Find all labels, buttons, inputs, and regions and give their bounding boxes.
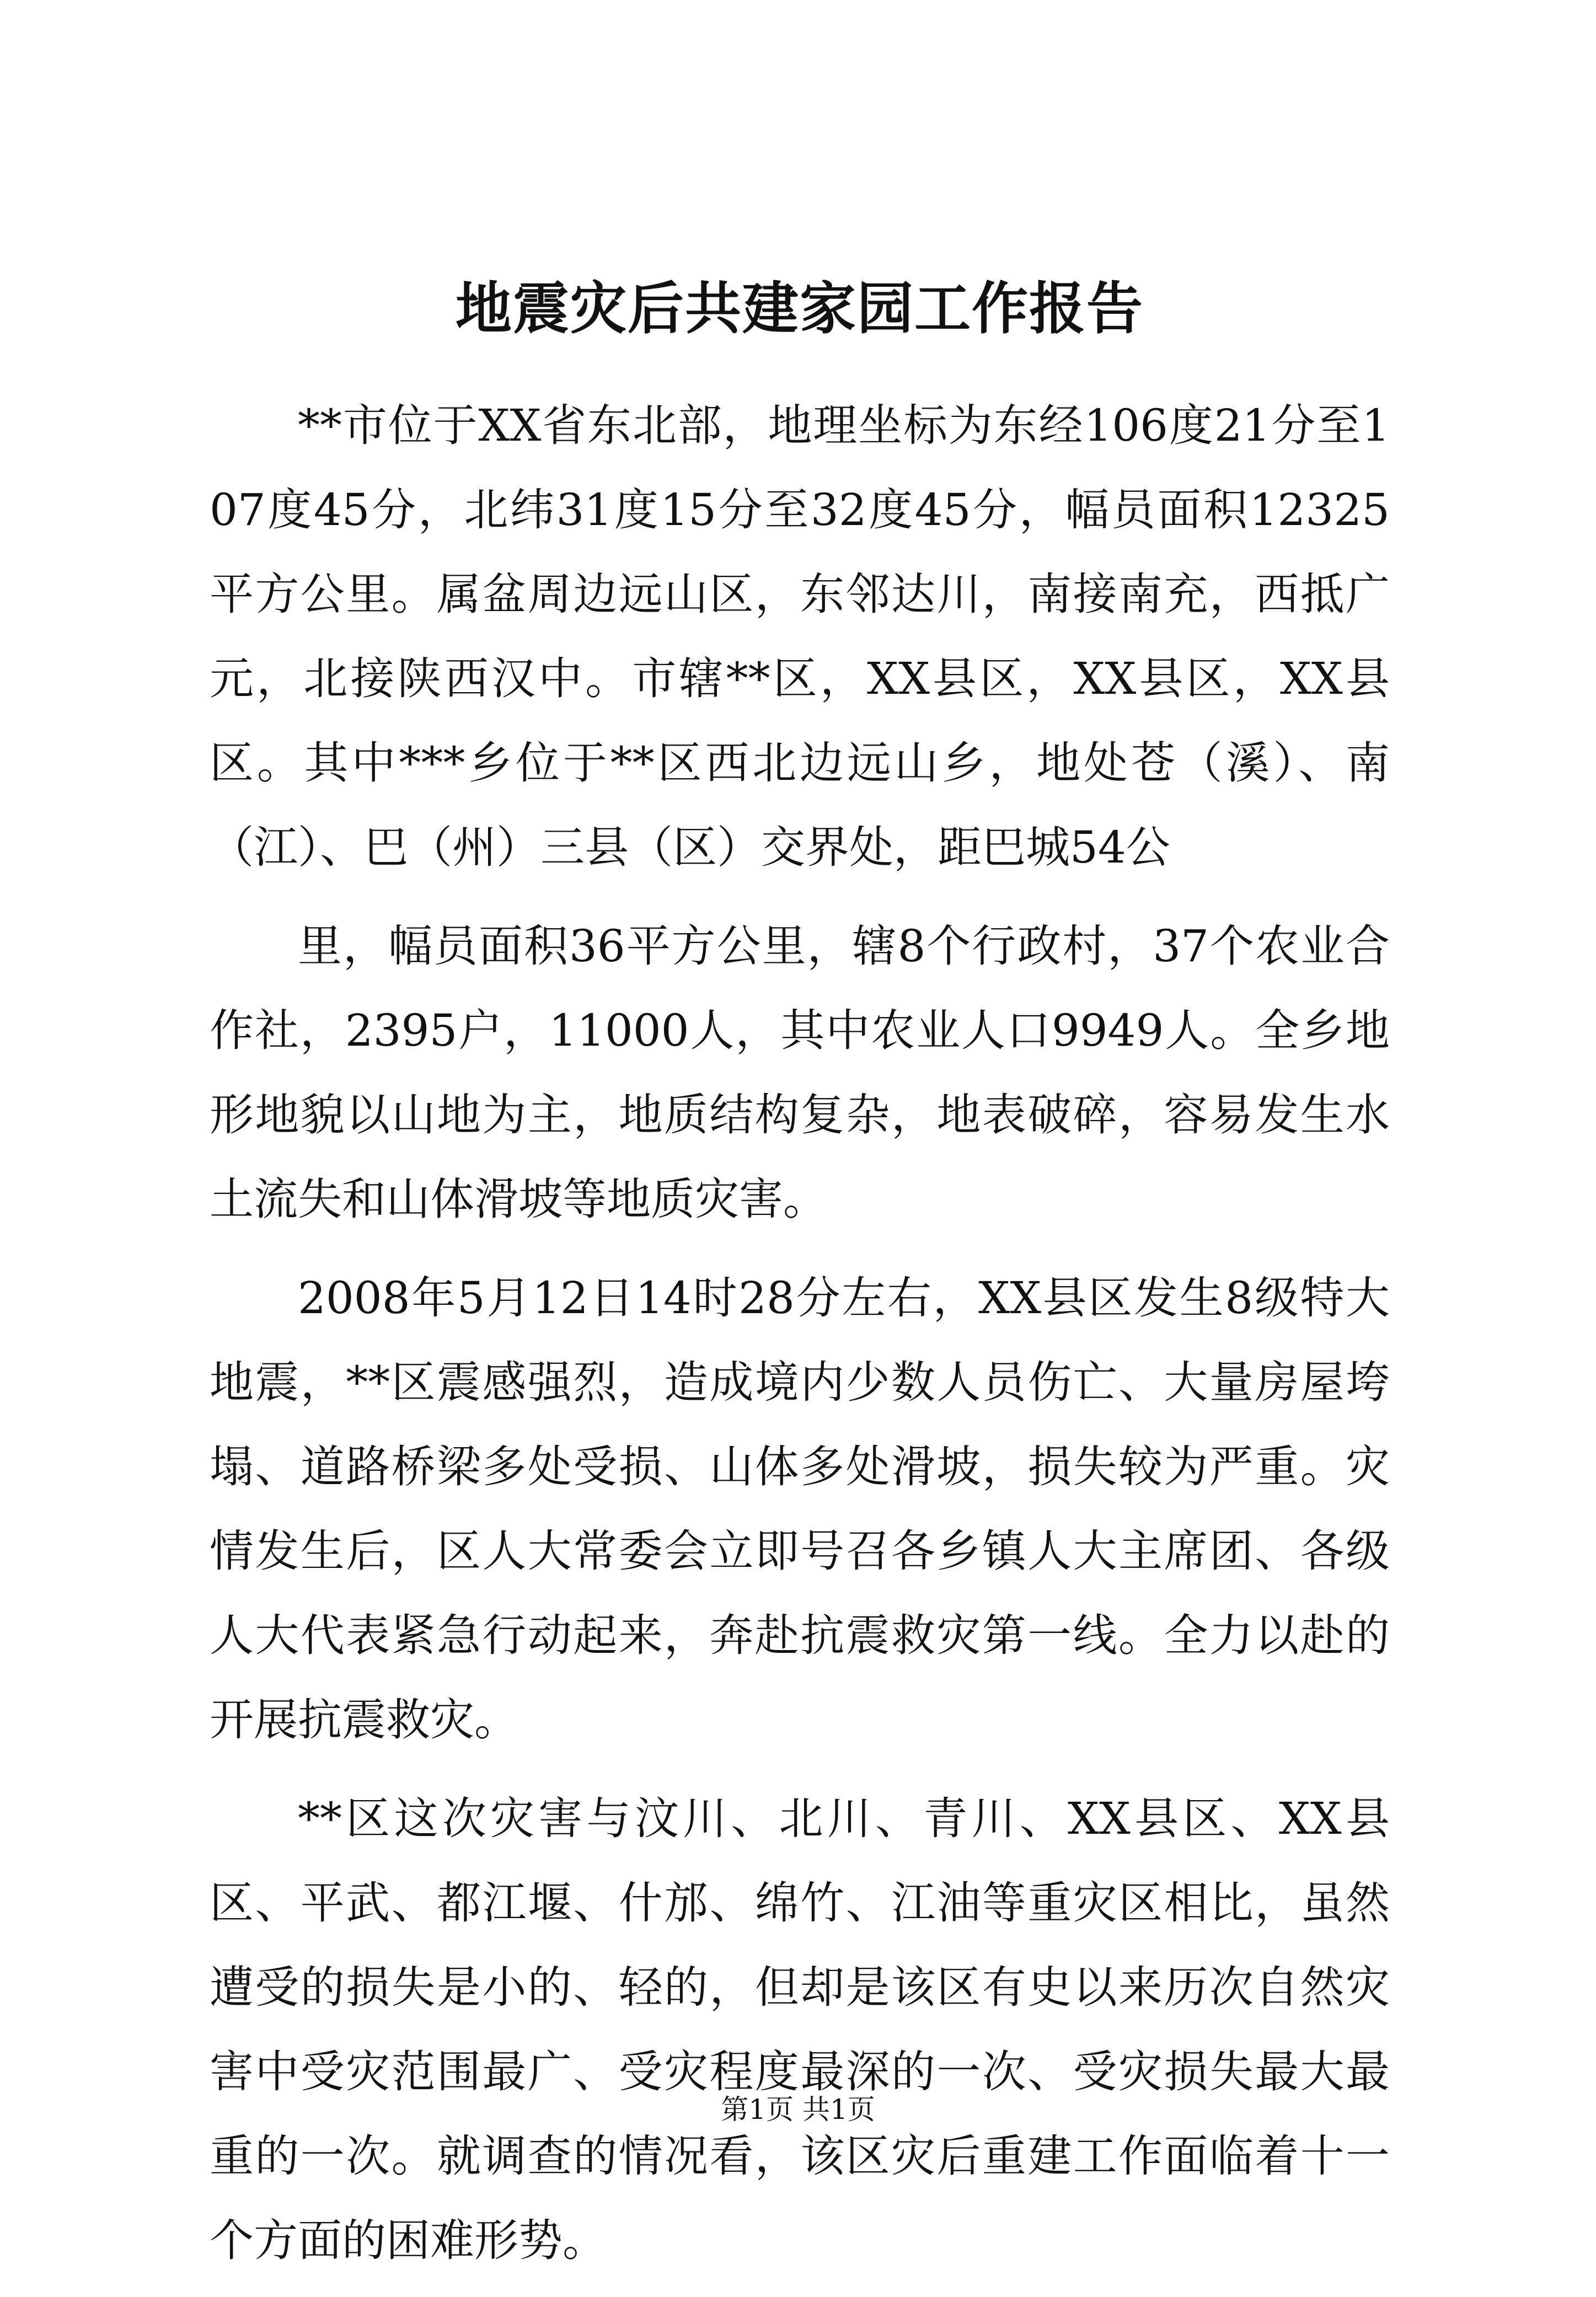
document-body xyxy=(210,383,1390,2297)
paragraph-2: 里，幅员面积36平方公里，辖8个行政村，37个农业合作社，2395户，11000人，其中农业人口9949人。全乡地形地貌以山地为主，地质结构复杂，地表破碎，容易发生水土流失和山体滑坡等地质灾害。 xyxy=(210,920,1390,1225)
page-footer: 第1页 共1页 xyxy=(721,2093,875,2125)
paragraph-4: **区这次灾害与汶川、北川、青川、XX县区、XX县区、平武、都江堰、什邡、绵竹、江油等重灾区相比，虽然遭受的损失是小的、轻的，但却是该区有史以来历次自然灾害中受灾范围最广、受灾程度最深的一次、受灾损失最大最重的一次。就调查的情况看，该区灾后重建工作面临着十一个方面的困难形势。 xyxy=(210,1793,1390,2266)
paragraph-1: **市位于XX省东北部，地理坐标为东经106度21分至107度45分，北纬31度15分至32度45分，幅员面积12325平方公里。属盆周边远山区，东邻达川，南接南充，西抵广元，北接陕西汉中。市辖**区，XX县区，XX县区，XX县区。其中***乡位于**区西北边远山乡，地处苍（溪）、南（江）、巴（州）三县（区）交界处，距巴城54公 xyxy=(210,400,1390,873)
paragraph-3: 2008年5月12日14时28分左右，XX县区发生8级特大地震，**区震感强烈，造成境内少数人员伤亡、大量房屋垮塌、道路桥梁多处受损、山体多处滑坡，损失较为严重。灾情发生后，区人大常委会立即号召各乡镇人大主席团、各级人大代表紧急行动起来，奔赴抗震救灾第一线。全力以赴的开展抗震救灾。 xyxy=(210,1272,1390,1745)
document-title: 地震灾后共建家园工作报告 xyxy=(456,276,1144,342)
